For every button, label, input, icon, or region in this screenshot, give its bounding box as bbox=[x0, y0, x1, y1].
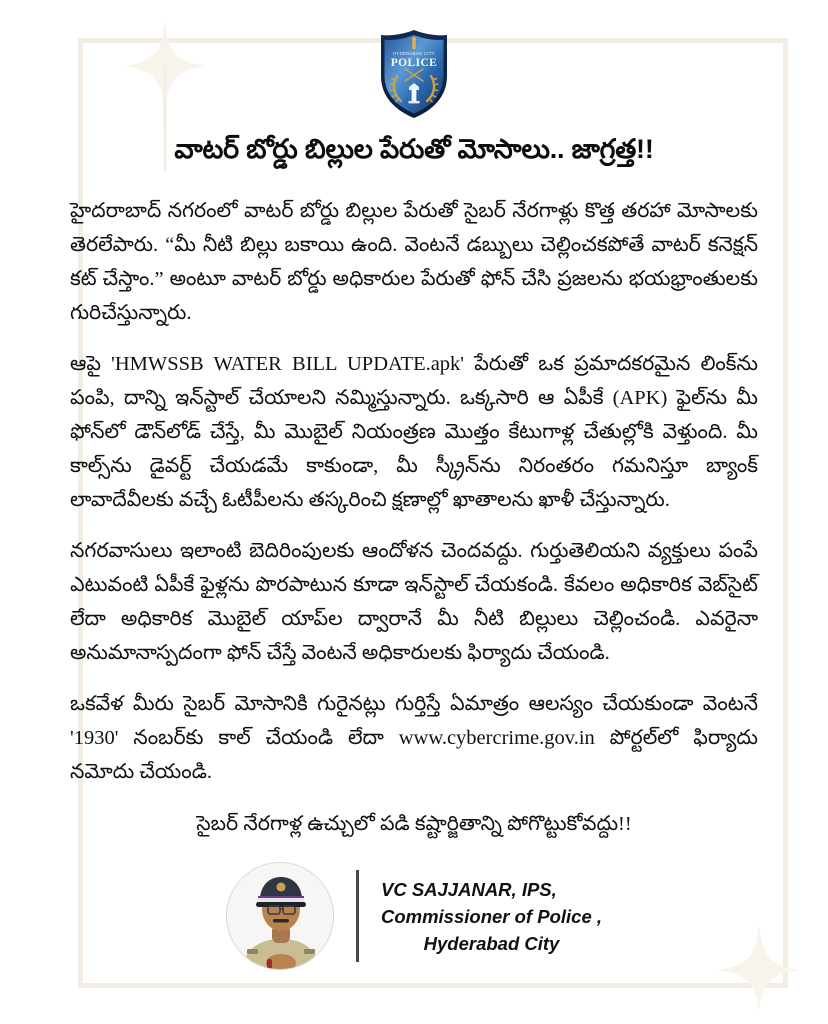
paragraph-2: ఆపై 'HMWSSB WATER BILL UPDATE.apk' పేరుతో ఒక ప్రమాదకరమైన లింక్‌ను పంపి, దాన్ని ఇన్‌స్టాల్ చేయాలని నమ్మిస్తున్నారు. ఒక్కసారి ఆ ఏపీకే (APK) ఫైల్‌ను మీ ఫోన్‌లో డౌన్‌లోడ్ చేస్తే, మీ మొబైల్ నియంత్రణ మొత్తం కేటుగాళ్ల చేతుల్లోకి వెళ్తుంది. మీ కాల్స్‌ను డైవర్ట్ చేయడమే కాకుండా, మీ స్క్రీన్‌ను నిరంతరం గమనిస్తూ బ్యాంక్ లావాదేవీలకు వచ్చే ఓటీపీలను తస్కరించి క్షణాల్లో ఖాతాలను ఖాళీ చేస్తున్నారు. bbox=[70, 353, 758, 511]
svg-text:HYDERABAD CITY: HYDERABAD CITY bbox=[393, 51, 435, 56]
officer-avatar bbox=[226, 862, 334, 970]
body-text-column bbox=[40, 194, 788, 841]
paragraph-4: ఒకవేళ మీరు సైబర్ మోసానికి గురైనట్లు గుర్తిస్తే ఏమాత్రం ఆలస్యం చేయకుండా వెంటనే '1930' నంబర్‌కు కాల్ చేయండి లేదా www.cybercrime.gov.in పోర్టల్‌లో ఫిర్యాదు నమోదు చేయండి. bbox=[70, 693, 758, 783]
signature-divider bbox=[356, 870, 359, 962]
paragraph-1: హైదరాబాద్ నగరంలో వాటర్ బోర్డు బిల్లుల పేరుతో సైబర్ నేరగాళ్లు కొత్త తరహా మోసాలకు తెరలేపారు. “మీ నీటి బిల్లు బకాయి ఉంది. వెంటనే డబ్బులు చెల్లించకపోతే వాటర్ కనెక్షన్ కట్ చేస్తాం.” అంటూ వాటర్ బోర్డు అధికారుల పేరుతో ఫోన్ చేసి ప్రజలను భయభ్రాంతులకు గురిచేస్తున్నారు. bbox=[70, 200, 758, 324]
officer-portrait-icon bbox=[227, 863, 334, 970]
svg-text:POLICE: POLICE bbox=[390, 57, 438, 69]
officer-role: Commissioner of Police , bbox=[380, 905, 603, 927]
officer-name: VC SAJJANAR, IPS, bbox=[380, 878, 557, 900]
paragraph-3: నగరవాసులు ఇలాంటి బెదిరింపులకు ఆందోళన చెందవద్దు. గుర్తుతెలియని వ్యక్తులు పంపే ఎటువంటి ఏపీకే ఫైళ్లను పొరపాటున కూడా ఇన్‌స్టాల్ చేయకండి. కేవలం అధికారిక వెబ్‌సైట్ లేదా అధికారిక మొబైల్ యాప్‌ల ద్వారానే మీ నీటి బిల్లులు చెల్లించండి. ఎవరైనా అనుమానాస్పదంగా ఫోన్ చేస్తే వెంటనే అధికారులకు ఫిర్యాదు చేయండి. bbox=[70, 540, 758, 664]
signature-block bbox=[0, 862, 828, 970]
page-title: వాటర్ బోర్డు బిల్లుల పేరుతో మోసాలు.. జాగ్రత్త!! bbox=[174, 134, 654, 164]
hyderabad-police-badge-icon bbox=[377, 28, 451, 120]
police-badge-container bbox=[40, 0, 788, 120]
officer-city: Hyderabad City bbox=[423, 932, 560, 954]
signature-text bbox=[381, 876, 602, 957]
closing-line: సైబర్ నేరగాళ్ల ఉచ్చులో పడి కష్టార్జితాన్ని పోగొట్టుకోవద్దు!! bbox=[196, 813, 632, 835]
